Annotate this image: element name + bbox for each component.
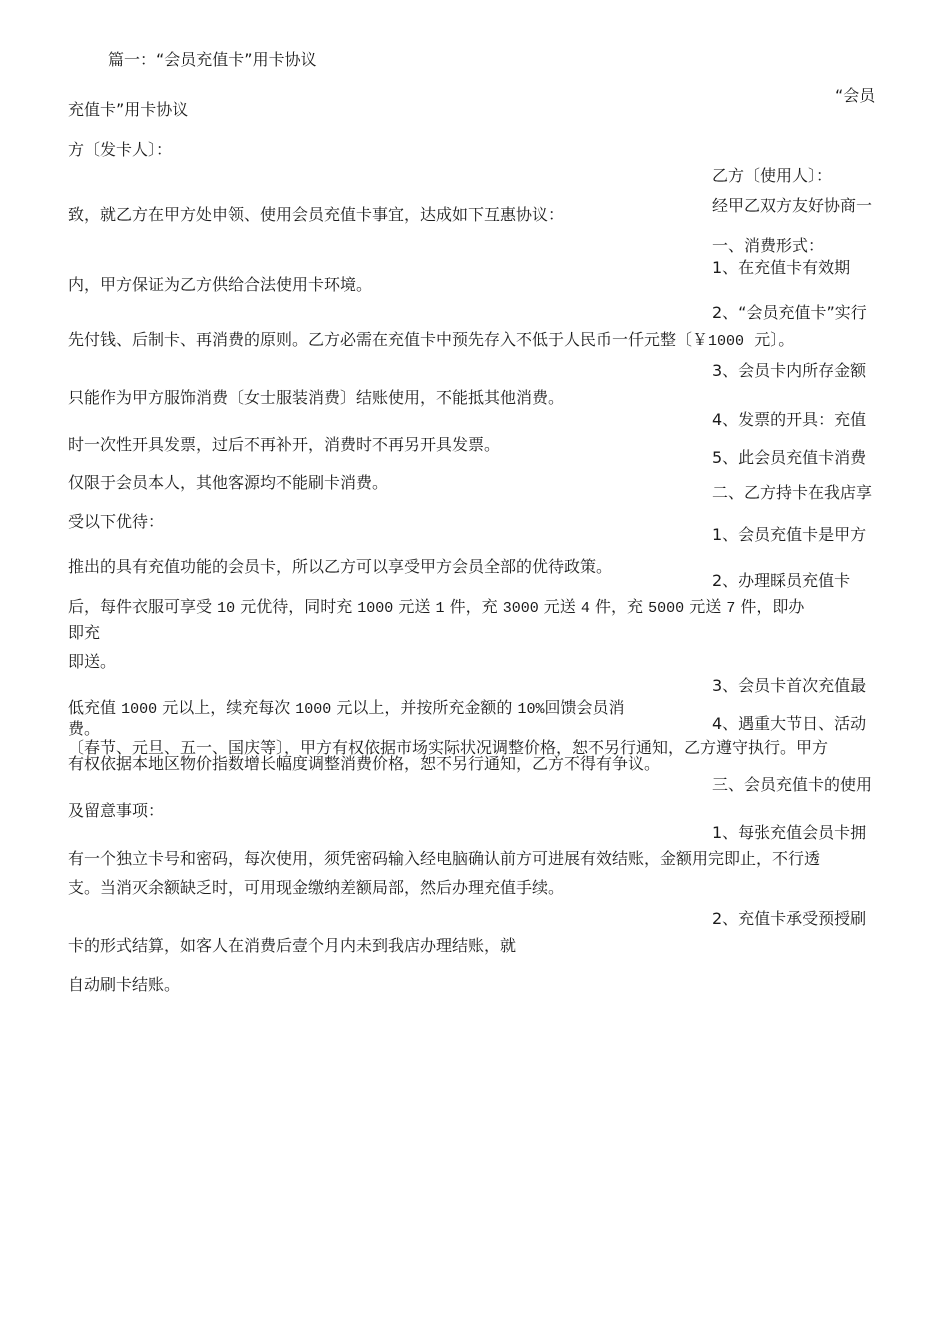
- negotiation-text-left: 致，就乙方在甲方处申领、使用会员充值卡事宜，达成如下互惠协议：: [68, 205, 565, 224]
- clause-2-2-start: 2、办理睬员充值卡: [712, 571, 851, 590]
- clause-1-1-start: 1、在充值卡有效期: [712, 258, 851, 277]
- clause-3-1-text-2: 支。当消灭余额缺乏时，可用现金缴纳差额局部，然后办理充值手续。: [68, 878, 565, 897]
- clause-3-2-text-1: 卡的形式结算，如客人在消费后壹个月内未到我店办理结账，就: [68, 936, 517, 955]
- clause-2-3-start: 3、会员卡首次充值最: [712, 676, 867, 695]
- clause-1-4-text: 时一次性开具发票，过后不再补开，消费时不再另开具发票。: [68, 435, 501, 454]
- clause-1-5-text: 仅限于会员本人，其他客源均不能刷卡消费。: [68, 473, 389, 492]
- clause-1-3-start: 3、会员卡内所存金额: [712, 361, 867, 380]
- section-2-heading-end: 受以下优待：: [68, 512, 165, 531]
- party-a-label: 方〔发卡人〕：: [68, 140, 173, 159]
- clause-3-1-start: 1、每张充值会员卡拥: [712, 823, 867, 842]
- clause-2-3-cont: 费。: [68, 719, 101, 738]
- clause-1-2-text: 先付钱、后制卡、再消费的原则。乙方必需在充值卡中预先存入不低于人民币一仟元整〔￥1000 元〕。: [68, 330, 795, 350]
- clause-2-4-start: 4、遇重大节日、活动: [712, 714, 867, 733]
- clause-2-1-text: 推出的具有充值功能的会员卡，所以乙方可以享受甲方会员全部的优待政策。: [68, 557, 613, 576]
- clause-3-2-start: 2、充值卡承受预授刷: [712, 909, 867, 928]
- section-3-heading-end: 及留意事项：: [68, 801, 165, 820]
- title-continuation: 充值卡”用卡协议: [68, 100, 189, 119]
- clause-2-2-text: 后，每件衣服可享受 10 元优待，同时充 1000 元送 1 件，充 3000 元送 4 件，充 5000 元送 7 件，即办: [68, 597, 805, 617]
- section-2-heading-start: 二、乙方持卡在我店享: [712, 483, 873, 502]
- clause-2-4-text-1: 〔春节、元旦、五一、国庆等〕，甲方有权依据市场实际状况调整价格，恕不另行通知，乙方遵守执行。甲方: [68, 738, 829, 757]
- negotiation-text-right: 经甲乙双方友好协商一: [712, 196, 873, 215]
- section-1-heading: 一、消费形式：: [712, 236, 825, 255]
- clause-1-2-start: 2、“会员充值卡”实行: [712, 303, 867, 322]
- clause-1-1-text: 内，甲方保证为乙方供给合法使用卡环境。: [68, 275, 373, 294]
- clause-1-3-text: 只能作为甲方服饰消费〔女士服装消费〕结账使用，不能抵其他消费。: [68, 388, 565, 407]
- clause-2-2-cont-2: 即送。: [68, 652, 117, 671]
- clause-2-2-cont-1: 即充: [68, 623, 101, 642]
- clause-3-1-text-1: 有一个独立卡号和密码，每次使用，须凭密码输入经电脑确认前方可进展有效结账，金额用完即止，不行透: [68, 849, 821, 868]
- title-fragment-right: “会员: [835, 86, 876, 105]
- clause-1-5-start: 5、此会员充值卡消费: [712, 448, 867, 467]
- clause-2-1-start: 1、会员充值卡是甲方: [712, 525, 867, 544]
- section-3-heading-start: 三、会员充值卡的使用: [712, 775, 873, 794]
- clause-1-4-start: 4、发票的开具：充值: [712, 410, 867, 429]
- clause-3-2-text-2: 自动刷卡结账。: [68, 975, 181, 994]
- clause-2-3-text: 低充值 1000 元以上，续充每次 1000 元以上，并按所充金额的 10%回馈会员消: [68, 698, 625, 718]
- clause-2-4-text-2: 有权依据本地区物价指数增长幅度调整消费价格，恕不另行通知，乙方不得有争议。: [68, 754, 661, 773]
- document-title: 篇一：“会员充值卡”用卡协议: [108, 50, 317, 69]
- party-b-label: 乙方〔使用人〕：: [712, 166, 833, 185]
